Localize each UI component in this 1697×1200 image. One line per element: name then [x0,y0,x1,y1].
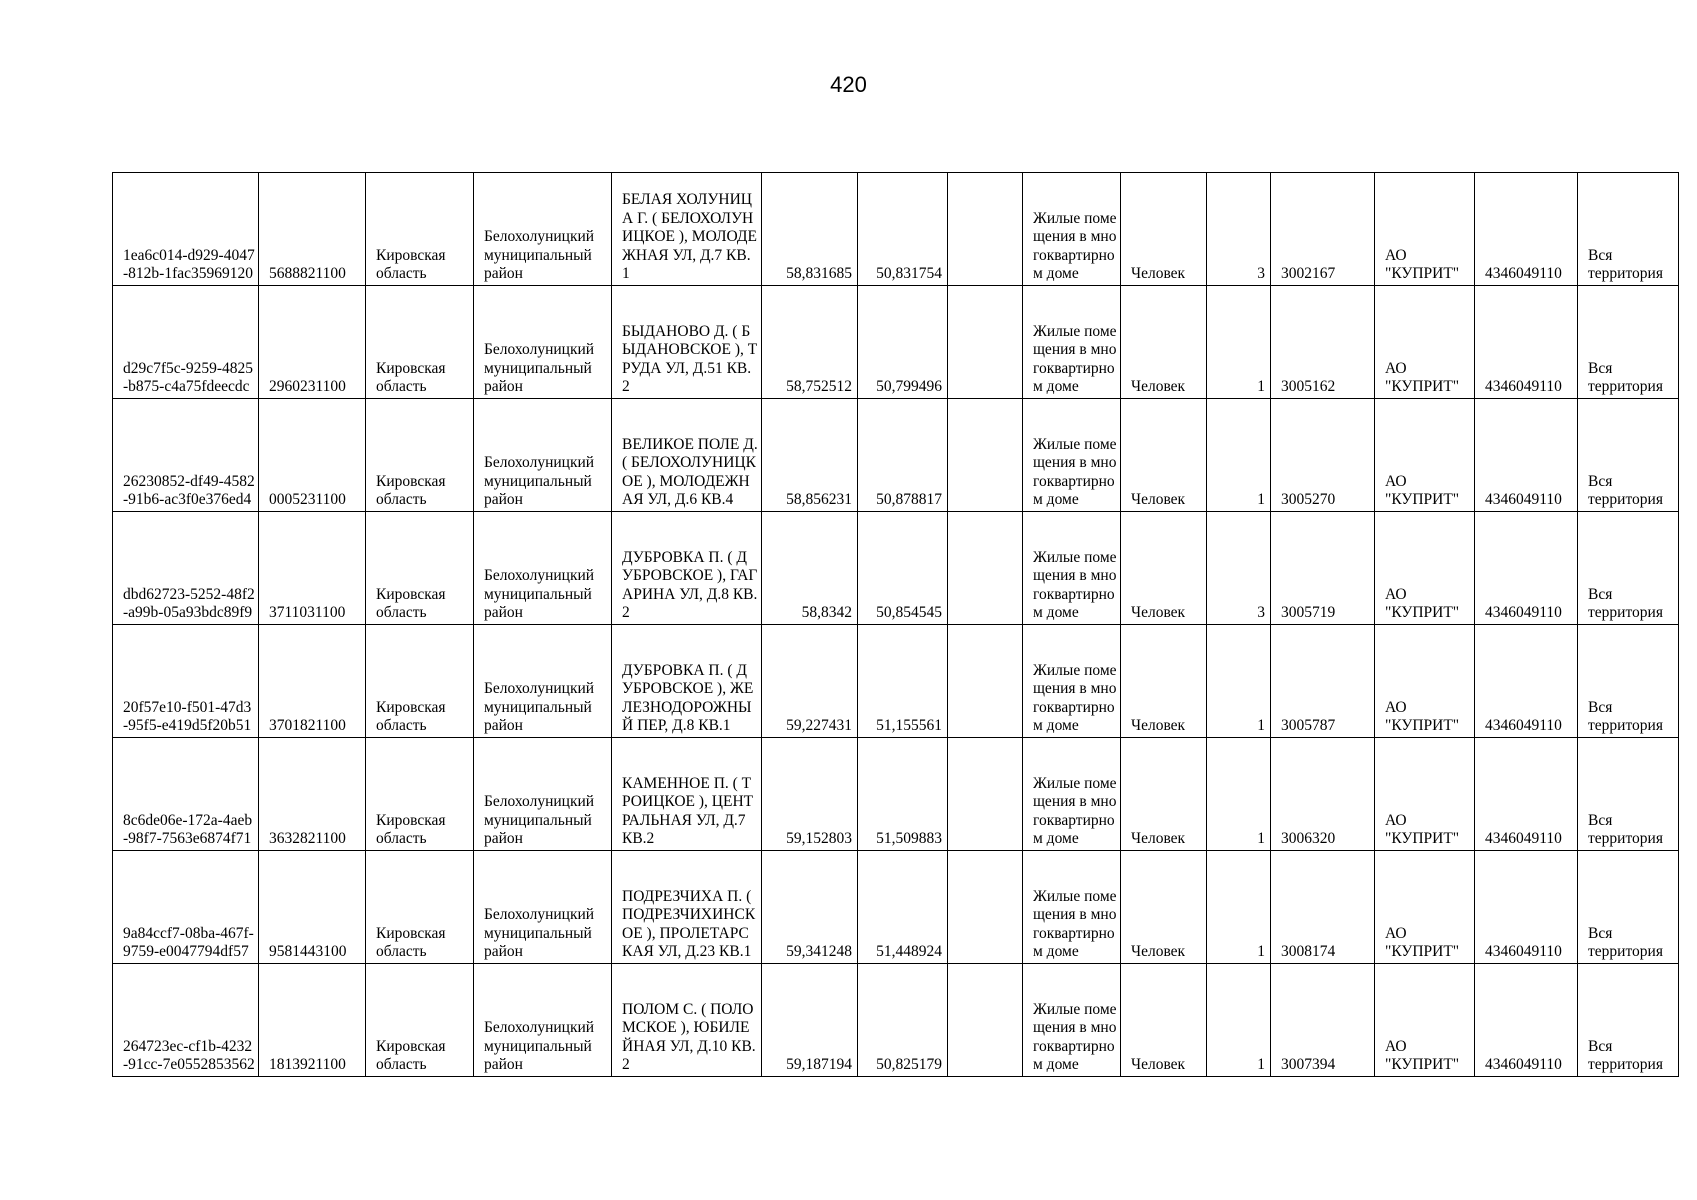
latitude-cell: 58,752512 [762,286,858,399]
object-id-cell: 8c6de06e-172a-4aeb-98f7-7563e6874f71 [113,738,259,851]
empty-cell [948,286,1023,399]
longitude-cell: 50,825179 [858,964,948,1077]
longitude-cell: 51,155561 [858,625,948,738]
object-type-cell: Жилые помещения в многоквартирном доме [1023,851,1121,964]
operator-cell: АО "КУПРИТ" [1375,286,1475,399]
oktmo-cell: 5688821100 [259,173,366,286]
longitude-cell: 51,509883 [858,738,948,851]
unit-cell: Человек [1121,512,1207,625]
region-cell: Кировская область [366,964,474,1077]
oktmo-cell: 9581443100 [259,851,366,964]
inn-cell: 4346049110 [1475,851,1578,964]
territory-cell: Вся территория [1578,512,1679,625]
operator-cell: АО "КУПРИТ" [1375,399,1475,512]
empty-cell [948,625,1023,738]
district-cell: Белохолуницкий муниципальный район [474,625,612,738]
operator-cell: АО "КУПРИТ" [1375,512,1475,625]
region-cell: Кировская область [366,173,474,286]
longitude-cell: 51,448924 [858,851,948,964]
code-cell: 3006320 [1271,738,1375,851]
object-id-cell: 20f57e10-f501-47d3-95f5-e419d5f20b51 [113,625,259,738]
code-cell: 3005162 [1271,286,1375,399]
count-cell: 1 [1207,286,1271,399]
address-cell: КАМЕННОЕ П. ( ТРОИЦКОЕ ), ЦЕНТРАЛЬНАЯ УЛ, Д.7 КВ.2 [612,738,762,851]
table-row [113,286,1679,399]
unit-cell: Человек [1121,173,1207,286]
latitude-cell: 58,831685 [762,173,858,286]
empty-cell [948,173,1023,286]
code-cell: 3005787 [1271,625,1375,738]
count-cell: 1 [1207,851,1271,964]
object-id-cell: dbd62723-5252-48f2-a99b-05a93bdc89f9 [113,512,259,625]
unit-cell: Человек [1121,851,1207,964]
code-cell: 3005719 [1271,512,1375,625]
unit-cell: Человек [1121,625,1207,738]
oktmo-cell: 0005231100 [259,399,366,512]
registry-table-body [113,173,1679,1077]
count-cell: 1 [1207,738,1271,851]
code-cell: 3008174 [1271,851,1375,964]
latitude-cell: 59,227431 [762,625,858,738]
operator-cell: АО "КУПРИТ" [1375,173,1475,286]
object-id-cell: 1ea6c014-d929-4047-812b-1fac35969120 [113,173,259,286]
territory-cell: Вся территория [1578,399,1679,512]
empty-cell [948,964,1023,1077]
territory-cell: Вся территория [1578,625,1679,738]
address-cell: БЫДАНОВО Д. ( БЫДАНОВСКОЕ ), ТРУДА УЛ, Д.51 КВ.2 [612,286,762,399]
territory-cell: Вся территория [1578,286,1679,399]
inn-cell: 4346049110 [1475,173,1578,286]
code-cell: 3002167 [1271,173,1375,286]
territory-cell: Вся территория [1578,964,1679,1077]
latitude-cell: 59,187194 [762,964,858,1077]
object-type-cell: Жилые помещения в многоквартирном доме [1023,738,1121,851]
table-row [113,512,1679,625]
address-cell: ДУБРОВКА П. ( ДУБРОВСКОЕ ), ГАГАРИНА УЛ, Д.8 КВ.2 [612,512,762,625]
table-row [113,964,1679,1077]
region-cell: Кировская область [366,625,474,738]
object-type-cell: Жилые помещения в многоквартирном доме [1023,399,1121,512]
district-cell: Белохолуницкий муниципальный район [474,851,612,964]
oktmo-cell: 3701821100 [259,625,366,738]
inn-cell: 4346049110 [1475,625,1578,738]
latitude-cell: 58,856231 [762,399,858,512]
table-row [113,738,1679,851]
address-cell: ВЕЛИКОЕ ПОЛЕ Д. ( БЕЛОХОЛУНИЦКОЕ ), МОЛОДЕЖНАЯ УЛ, Д.6 КВ.4 [612,399,762,512]
registry-table [112,172,1679,1077]
operator-cell: АО "КУПРИТ" [1375,738,1475,851]
count-cell: 3 [1207,512,1271,625]
address-cell: ПОДРЕЗЧИХА П. ( ПОДРЕЗЧИХИНСКОЕ ), ПРОЛЕТАРСКАЯ УЛ, Д.23 КВ.1 [612,851,762,964]
oktmo-cell: 2960231100 [259,286,366,399]
object-id-cell: 264723ec-cf1b-4232-91cc-7e0552853562 [113,964,259,1077]
empty-cell [948,512,1023,625]
object-id-cell: 26230852-df49-4582-91b6-ac3f0e376ed4 [113,399,259,512]
inn-cell: 4346049110 [1475,512,1578,625]
operator-cell: АО "КУПРИТ" [1375,964,1475,1077]
region-cell: Кировская область [366,738,474,851]
table-row [113,399,1679,512]
territory-cell: Вся территория [1578,738,1679,851]
district-cell: Белохолуницкий муниципальный район [474,173,612,286]
inn-cell: 4346049110 [1475,964,1578,1077]
district-cell: Белохолуницкий муниципальный район [474,964,612,1077]
count-cell: 1 [1207,625,1271,738]
address-cell: ДУБРОВКА П. ( ДУБРОВСКОЕ ), ЖЕЛЕЗНОДОРОЖНЫЙ ПЕР, Д.8 КВ.1 [612,625,762,738]
inn-cell: 4346049110 [1475,286,1578,399]
address-cell: БЕЛАЯ ХОЛУНИЦА Г. ( БЕЛОХОЛУНИЦКОЕ ), МОЛОДЕЖНАЯ УЛ, Д.7 КВ.1 [612,173,762,286]
count-cell: 3 [1207,173,1271,286]
object-id-cell: 9a84ccf7-08ba-467f-9759-e0047794df57 [113,851,259,964]
empty-cell [948,738,1023,851]
count-cell: 1 [1207,399,1271,512]
district-cell: Белохолуницкий муниципальный район [474,512,612,625]
operator-cell: АО "КУПРИТ" [1375,625,1475,738]
territory-cell: Вся территория [1578,851,1679,964]
oktmo-cell: 3632821100 [259,738,366,851]
oktmo-cell: 3711031100 [259,512,366,625]
table-row [113,625,1679,738]
address-cell: ПОЛОМ С. ( ПОЛОМСКОЕ ), ЮБИЛЕЙНАЯ УЛ, Д.10 КВ.2 [612,964,762,1077]
count-cell: 1 [1207,964,1271,1077]
longitude-cell: 50,799496 [858,286,948,399]
inn-cell: 4346049110 [1475,738,1578,851]
unit-cell: Человек [1121,286,1207,399]
longitude-cell: 50,831754 [858,173,948,286]
empty-cell [948,399,1023,512]
object-type-cell: Жилые помещения в многоквартирном доме [1023,964,1121,1077]
object-id-cell: d29c7f5c-9259-4825-b875-c4a75fdeecdc [113,286,259,399]
operator-cell: АО "КУПРИТ" [1375,851,1475,964]
code-cell: 3007394 [1271,964,1375,1077]
empty-cell [948,851,1023,964]
territory-cell: Вся территория [1578,173,1679,286]
inn-cell: 4346049110 [1475,399,1578,512]
district-cell: Белохолуницкий муниципальный район [474,738,612,851]
object-type-cell: Жилые помещения в многоквартирном доме [1023,512,1121,625]
latitude-cell: 58,8342 [762,512,858,625]
oktmo-cell: 1813921100 [259,964,366,1077]
unit-cell: Человек [1121,738,1207,851]
latitude-cell: 59,341248 [762,851,858,964]
code-cell: 3005270 [1271,399,1375,512]
region-cell: Кировская область [366,512,474,625]
latitude-cell: 59,152803 [762,738,858,851]
longitude-cell: 50,854545 [858,512,948,625]
region-cell: Кировская область [366,399,474,512]
page-number: 420 [830,72,867,97]
district-cell: Белохолуницкий муниципальный район [474,399,612,512]
object-type-cell: Жилые помещения в многоквартирном доме [1023,173,1121,286]
table-row [113,851,1679,964]
region-cell: Кировская область [366,851,474,964]
object-type-cell: Жилые помещения в многоквартирном доме [1023,625,1121,738]
unit-cell: Человек [1121,964,1207,1077]
region-cell: Кировская область [366,286,474,399]
district-cell: Белохолуницкий муниципальный район [474,286,612,399]
longitude-cell: 50,878817 [858,399,948,512]
unit-cell: Человек [1121,399,1207,512]
table-row [113,173,1679,286]
object-type-cell: Жилые помещения в многоквартирном доме [1023,286,1121,399]
